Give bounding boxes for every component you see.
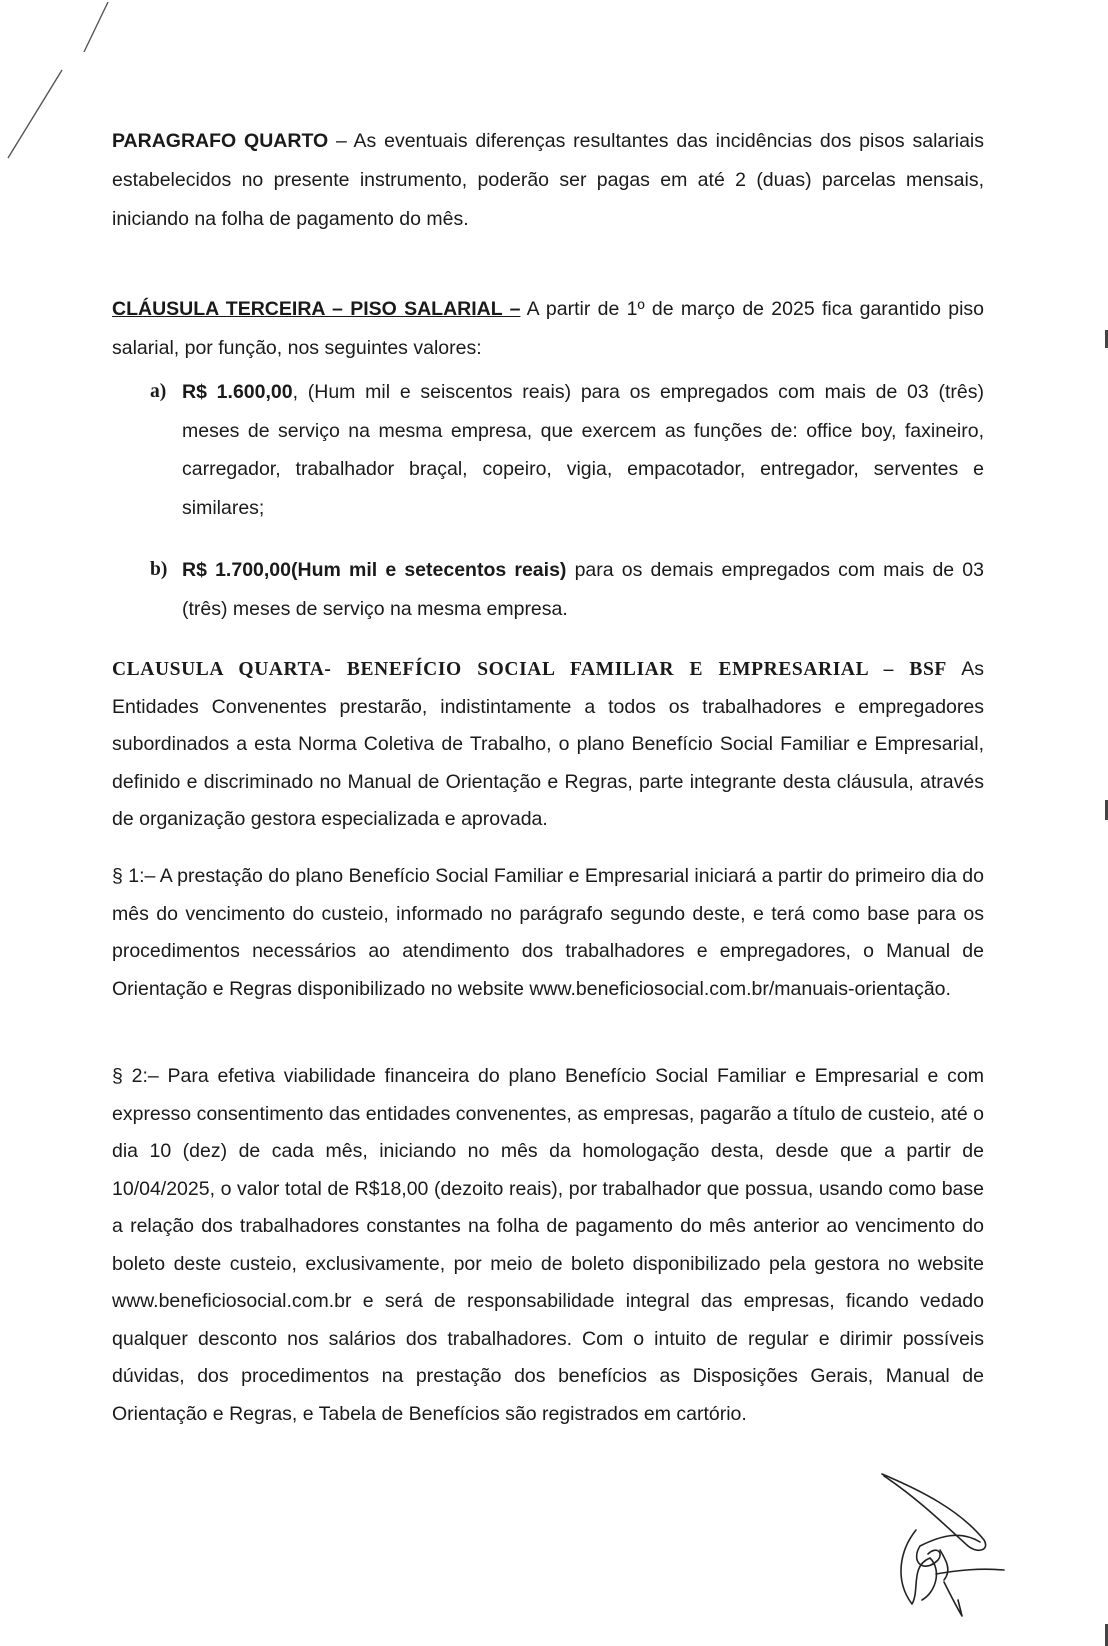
item-amount: R$ 1.600,00 [182,381,293,403]
salary-item-a [150,373,984,527]
paragrafo-quarto-text: – As eventuais diferenças resultantes das incidências dos pisos salariais estabelecidos no presente instrumento, poderão ser pagas em até 2 (duas) parcelas mensais, iniciando na folha de pagamento do mês. [112,130,984,230]
clausula-quarta-intro: As Entidades Convenentes prestarão, indistintamente a todos os trabalhadores e empregadores subordinados a esta Norma Coletiva de Trabalho, o plano Benefício Social Familiar e Empresarial, definido e discriminado no Manual de Orientação e Regras, parte integrante desta cláusula, através de organização gestora especializada e aprovada. [112,658,984,830]
paragrafo-quarto-label: PARAGRAFO QUARTO [112,130,329,152]
paragrafo-quarto [112,122,984,239]
clausula-quarta-paragraph-2: § 2:– Para efetiva viabilidade financeira do plano Benefício Social Familiar e Empresarial e com expresso consentimento das entidades convenentes, as empresas, pagarão a título de custeio, até o dia 10 (dez) de cada mês, iniciando no mês da homologação desta, desde que a partir de 10/04/2025, o valor total de R$18,00 (dezoito reais), por trabalhador que possua, usando como base a relação dos trabalhadores constantes na folha de pagamento do mês anterior ao vencimento do boleto deste custeio, exclusivamente, por meio de boleto disponibilizado pela gestora no website www.beneficiosocial.com.br e será de responsabilidade integral das empresas, ficando vedado qualquer desconto nos salários dos trabalhadores. Com o intuito de regular e dirimir possíveis dúvidas, dos procedimentos na prestação dos benefícios as Disposições Gerais, Manual de Orientação e Regras, e Tabela de Benefícios são registrados em cartório. [112,1065,984,1425]
clausula-quarta [112,651,984,839]
item-marker: a) [150,381,167,402]
salary-item-b [150,551,984,628]
clausula-terceira-intro: A partir de 1º de março de 2025 fica garantido piso salarial, por função, nos seguintes valores: [112,298,984,359]
handwritten-signature [880,1470,1030,1620]
margin-pen-stroke [0,0,120,170]
clausula-quarta-paragraph-1: § 1:– A prestação do plano Benefício Social Familiar e Empresarial iniciará a partir do primeiro dia do mês do vencimento do custeio, informado no parágrafo segundo deste, e terá como base para os procedimentos necessários ao atendimento dos trabalhadores e empregadores, o Manual de Orientação e Regras disponibilizado no website www.beneficiosocial.com.br/manuais-orientação. [112,865,984,1000]
item-amount: R$ 1.700,00(Hum mil e setecentos reais) [182,559,567,581]
clausula-terceira-heading: CLÁUSULA TERCEIRA – PISO SALARIAL – [112,298,521,320]
clausula-quarta-heading: CLAUSULA QUARTA- BENEFÍCIO SOCIAL FAMILIAR E EMPRESARIAL – BSF [112,659,947,680]
clausula-terceira [112,290,984,368]
item-marker: b) [150,559,168,580]
item-text: , (Hum mil e seiscentos reais) para os empregados com mais de 03 (três) meses de serviço na mesma empresa, que exercem as funções de: office boy, faxineiro, carregador, trabalhador braçal, copeiro, vigia, empacotador, entregador, serventes e similares; [182,381,984,519]
item-text: para os demais empregados com mais de 03 (três) meses de serviço na mesma empresa. [182,559,985,620]
